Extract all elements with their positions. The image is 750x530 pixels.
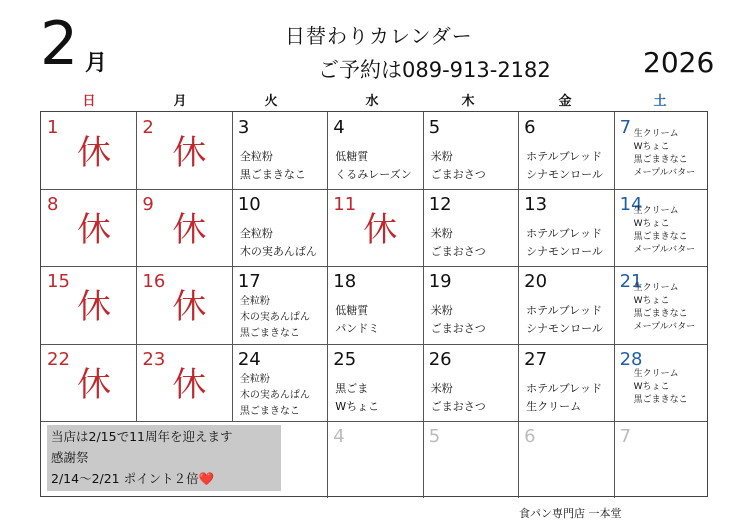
year: 2026 [643,46,715,79]
day-number: 15 [47,271,70,293]
closed-label: 休 [77,133,111,173]
day-number: 6 [524,425,536,447]
day-cell [232,189,327,266]
day-number: 1 [47,117,59,138]
closed-label: 休 [77,364,111,405]
shop-name: 食パン専門店 一本堂 [519,507,622,520]
menu-item: メープルバター [633,245,696,256]
menu-item: Wちょこ [633,142,670,152]
weekday-2: 火 [264,94,278,109]
closed-label: 休 [172,287,207,328]
day-cell [423,421,518,498]
day-number: 25 [333,348,357,370]
closed-label: 休 [363,210,398,251]
closed-label: 休 [77,210,111,251]
menu-item: 米粉 [430,304,453,318]
menu-item: 黒ごまきなこ [239,405,300,417]
menu-list [526,225,603,261]
weekday-3: 水 [365,94,379,109]
day-number: 24 [237,348,261,370]
day-number: 3 [237,117,250,138]
day-number: 27 [524,348,548,370]
day-number: 12 [428,194,452,216]
day-cell [327,112,422,189]
menu-item: メープルバター [633,168,696,178]
menu-item: 生クリーム [633,368,679,379]
menu-item: ごまおさつ [430,245,486,259]
day-cell [327,344,422,421]
day-cell [232,266,327,343]
day-cell [136,266,231,343]
menu-list [634,128,696,180]
menu-item: 全粒粉 [239,150,273,163]
menu-item: Wちょこ [633,381,670,392]
weekday-5: 金 [558,94,572,109]
menu-item: 生クリーム [633,206,679,217]
menu-item: 全粒粉 [239,227,273,241]
menu-list [240,372,310,420]
menu-item: 米粉 [430,381,453,395]
day-cell [614,112,709,189]
menu-item: メープルバター [633,322,696,333]
day-number: 26 [428,348,452,370]
notice-box [47,425,281,491]
day-cell [232,112,327,189]
day-number: 13 [524,194,548,216]
menu-item: 米粉 [430,150,453,163]
day-number: 7 [619,117,632,138]
day-cell [614,421,709,498]
menu-list [431,148,486,184]
menu-item: ホテルブレッド [526,304,603,318]
weekday-4: 木 [461,94,475,109]
day-number: 11 [333,194,357,216]
menu-item: 黒ごま [335,381,369,395]
menu-list [240,148,306,184]
menu-item: ごまおさつ [430,168,486,181]
day-number: 23 [142,348,166,370]
menu-item: 生クリーム [526,399,582,413]
day-number: 5 [428,425,441,447]
day-cell [232,344,327,421]
day-cell [41,189,136,266]
day-number: 20 [524,271,548,293]
menu-list [634,205,696,257]
day-cell [518,421,613,498]
day-cell [423,344,518,421]
day-number: 16 [142,271,166,293]
day-cell [423,112,518,189]
day-number: 10 [237,194,261,216]
day-cell [41,112,136,189]
menu-item: シナモンロール [526,322,603,336]
notice-line-2: 感謝祭 [51,450,89,465]
day-number: 8 [47,194,59,216]
menu-item: ごまおさつ [430,322,486,336]
menu-item: 黒ごまきなこ [633,232,688,243]
menu-item: 黒ごまきなこ [633,155,688,165]
weekday-1: 月 [173,94,187,109]
menu-item: 木の実あんぱん [239,389,310,401]
closed-label: 休 [172,133,207,173]
menu-list [526,380,602,416]
menu-item: ホテルブレッド [526,227,603,241]
menu-item: 黒ごまきなこ [239,328,300,340]
day-cell [423,266,518,343]
day-cell [423,189,518,266]
day-number: 14 [619,194,643,216]
day-cell [327,421,422,498]
menu-item: ホテルブレッド [526,150,603,163]
month-number: 2 [40,9,79,79]
menu-item: 黒ごまきなこ [239,168,306,181]
menu-list [431,380,486,416]
menu-list [634,368,688,407]
day-cell [614,266,709,343]
day-cell [41,344,136,421]
menu-item: 全粒粉 [239,296,270,308]
day-cell [518,344,613,421]
weekday-0: 日 [82,94,96,109]
menu-item: Wちょこ [633,219,670,230]
menu-item: 低糖質 [335,150,369,163]
notice-line-3: 2/14〜2/21 ポイント２倍 [51,471,199,486]
menu-item: 生クリーム [633,283,679,294]
day-number: 18 [333,271,357,293]
menu-list [634,282,696,334]
day-cell [518,112,613,189]
weekday-6: 土 [653,94,667,109]
day-cell [614,344,709,421]
menu-item: 黒ごまきなこ [633,309,688,320]
day-cell [136,189,231,266]
menu-item: シナモンロール [526,245,603,259]
day-cell [136,344,231,421]
menu-item: パンドミ [335,322,380,336]
day-cell [136,112,231,189]
menu-list [335,380,379,416]
day-number: 22 [47,348,70,370]
closed-label: 休 [172,364,207,405]
menu-item: くるみレーズン [335,168,412,181]
menu-list [431,225,486,261]
day-number: 6 [524,117,536,138]
menu-list [526,148,603,184]
day-number: 28 [619,348,643,370]
menu-item: 全粒粉 [239,373,270,385]
menu-list [431,302,486,338]
day-cell [518,266,613,343]
menu-item: 黒ごまきなこ [633,394,688,405]
menu-list [240,225,317,261]
menu-item: 生クリーム [633,129,679,139]
day-number: 7 [619,425,632,447]
day-cell [327,266,422,343]
day-number: 17 [237,271,261,293]
day-cell [518,189,613,266]
closed-label: 休 [77,287,111,328]
notice-line-3-wrap [51,468,277,489]
menu-item: ごまおさつ [430,399,486,413]
heart-icon: ❤️ [198,471,215,486]
day-number: 21 [619,271,643,293]
menu-item: 木の実あんぱん [239,312,310,324]
notice-line-1: 当店は2/15で11周年を迎えます [51,429,233,444]
day-cell [614,189,709,266]
menu-item: シナモンロール [526,168,603,181]
menu-list [335,148,411,184]
day-number: 19 [428,271,452,293]
closed-label: 休 [172,210,207,251]
day-cell [41,266,136,343]
menu-list [240,294,310,342]
menu-item: Wちょこ [633,296,670,307]
menu-item: ホテルブレッド [526,381,603,395]
menu-item: Wちょこ [335,399,380,413]
menu-list [335,302,379,338]
reservation-phone: ご予約は089-913-2182 [318,58,551,82]
day-number: 2 [142,117,154,138]
day-number: 9 [142,194,154,216]
day-number: 4 [333,117,345,138]
day-cell [327,189,422,266]
menu-item: 木の実あんぱん [239,245,317,259]
calendar-title: 日替わりカレンダー [285,24,473,48]
menu-list [526,302,603,338]
day-number: 5 [428,117,441,138]
day-number: 4 [333,425,345,447]
menu-item: 低糖質 [335,304,369,318]
menu-item: 米粉 [430,227,453,241]
month-unit: 月 [85,51,108,76]
